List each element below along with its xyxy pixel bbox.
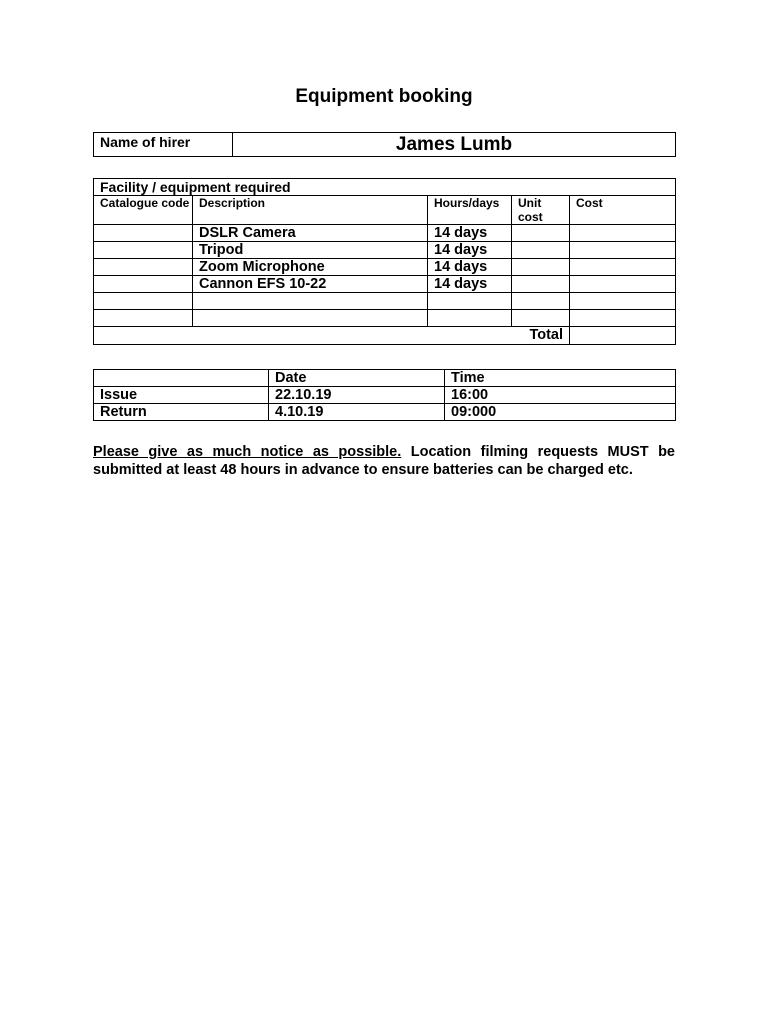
- table-row: [94, 225, 676, 242]
- header-hours-days: Hours/days: [428, 196, 512, 225]
- cost-cell: [570, 310, 676, 327]
- cost-cell: [570, 259, 676, 276]
- issue-date: 22.10.19: [269, 387, 445, 404]
- description-cell: Tripod: [193, 242, 428, 259]
- catalogue-code-cell: [94, 225, 193, 242]
- unit-cost-cell: [512, 242, 570, 259]
- hirer-name: James Lumb: [233, 133, 676, 157]
- total-value: [570, 327, 676, 345]
- equipment-header-row: [94, 196, 676, 225]
- description-cell: [193, 310, 428, 327]
- hours-days-cell: 14 days: [428, 225, 512, 242]
- return-label: Return: [94, 404, 269, 421]
- cost-cell: [570, 225, 676, 242]
- table-row: [94, 276, 676, 293]
- return-time: 09:000: [445, 404, 676, 421]
- catalogue-code-cell: [94, 310, 193, 327]
- table-row: [94, 404, 676, 421]
- notice-text: [93, 443, 675, 479]
- table-row: [94, 242, 676, 259]
- header-unit-cost: Unit cost: [512, 196, 570, 225]
- unit-cost-cell: [512, 293, 570, 310]
- notice-rest: Location filming requests MUST be submitted at least 48 hours in advance to ensure batteries can be charged etc.: [93, 444, 675, 478]
- notice-underlined: Please give as much notice as possible.: [93, 444, 402, 460]
- description-cell: Cannon EFS 10-22: [193, 276, 428, 293]
- description-cell: [193, 293, 428, 310]
- hirer-label: Name of hirer: [94, 133, 233, 157]
- dates-header-time: Time: [445, 370, 676, 387]
- header-cost: Cost: [570, 196, 676, 225]
- page-title: Equipment booking: [295, 86, 473, 107]
- cost-cell: [570, 242, 676, 259]
- catalogue-code-cell: [94, 259, 193, 276]
- hours-days-cell: 14 days: [428, 259, 512, 276]
- equipment-table: [93, 178, 676, 345]
- unit-cost-cell: [512, 310, 570, 327]
- table-row: [94, 310, 676, 327]
- dates-table: [93, 369, 676, 421]
- table-row: [94, 387, 676, 404]
- issue-time: 16:00: [445, 387, 676, 404]
- hours-days-cell: [428, 293, 512, 310]
- issue-label: Issue: [94, 387, 269, 404]
- unit-cost-cell: [512, 225, 570, 242]
- table-row: [94, 259, 676, 276]
- table-row: [94, 293, 676, 310]
- hours-days-cell: 14 days: [428, 276, 512, 293]
- cost-cell: [570, 276, 676, 293]
- cost-cell: [570, 293, 676, 310]
- catalogue-code-cell: [94, 276, 193, 293]
- return-date: 4.10.19: [269, 404, 445, 421]
- description-cell: DSLR Camera: [193, 225, 428, 242]
- dates-header-date: Date: [269, 370, 445, 387]
- hours-days-cell: [428, 310, 512, 327]
- dates-header-row: [94, 370, 676, 387]
- catalogue-code-cell: [94, 242, 193, 259]
- total-row: [94, 327, 676, 345]
- equipment-section-label: Facility / equipment required: [94, 179, 676, 196]
- unit-cost-cell: [512, 276, 570, 293]
- total-label: Total: [94, 327, 570, 345]
- header-catalogue-code: Catalogue code: [94, 196, 193, 225]
- header-description: Description: [193, 196, 428, 225]
- hours-days-cell: 14 days: [428, 242, 512, 259]
- catalogue-code-cell: [94, 293, 193, 310]
- description-cell: Zoom Microphone: [193, 259, 428, 276]
- dates-header-blank: [94, 370, 269, 387]
- hirer-table: [93, 132, 676, 157]
- unit-cost-cell: [512, 259, 570, 276]
